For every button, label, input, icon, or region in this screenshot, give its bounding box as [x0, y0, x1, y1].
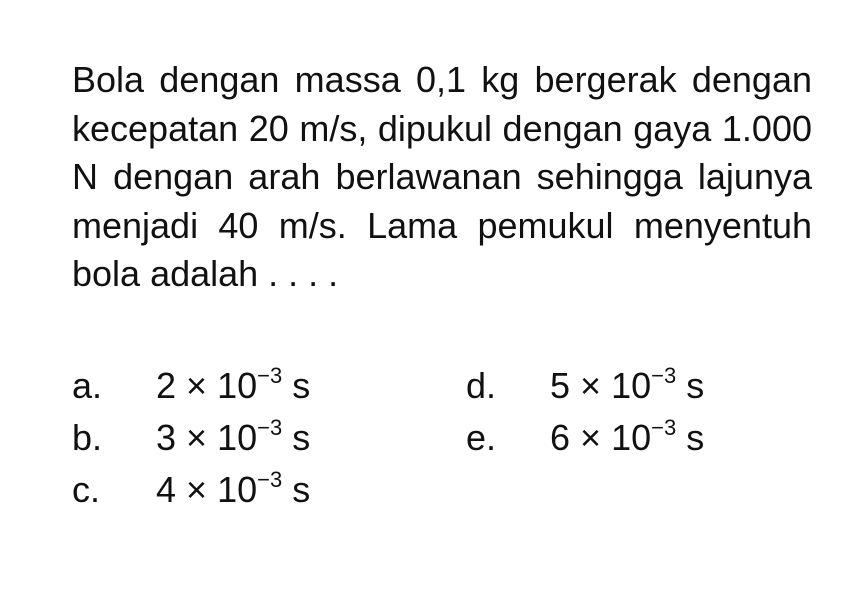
option-exponent: −3 — [257, 415, 283, 440]
times-symbol: × — [580, 365, 602, 406]
option-base: 10 — [217, 417, 258, 458]
option-value — [156, 468, 310, 512]
option-mantissa: 4 — [156, 469, 177, 510]
option-mantissa: 6 — [550, 417, 571, 458]
times-symbol: × — [186, 417, 208, 458]
times-symbol: × — [186, 469, 208, 510]
option-letter: a. — [72, 365, 103, 406]
option-base: 10 — [611, 365, 652, 406]
question-text: Bola dengan massa 0,1 kg bergerak dengan kecepatan 20 m/s, dipukul dengan gaya 1.000 N dengan arah berlawanan sehingga lajunya menjadi 40 m/s. Lama pemukul menyentuh bola adalah . . . . — [72, 59, 812, 295]
option-base: 10 — [217, 469, 258, 510]
option-exponent: −3 — [257, 363, 283, 388]
option-letter: c. — [72, 469, 101, 510]
option-base: 10 — [217, 365, 258, 406]
option-unit: s — [292, 365, 311, 406]
option-value — [550, 364, 704, 408]
option-exponent: −3 — [651, 415, 677, 440]
option-mantissa: 2 — [156, 365, 177, 406]
option-unit: s — [686, 417, 705, 458]
option-base: 10 — [611, 417, 652, 458]
option-unit: s — [292, 417, 311, 458]
option-mantissa: 3 — [156, 417, 177, 458]
option-unit: s — [292, 469, 311, 510]
option-exponent: −3 — [651, 363, 677, 388]
option-letter: e. — [466, 417, 497, 458]
option-value — [156, 364, 310, 408]
option-mantissa: 5 — [550, 365, 571, 406]
times-symbol: × — [580, 417, 602, 458]
option-exponent: −3 — [257, 467, 283, 492]
option-value — [156, 416, 310, 460]
option-letter: b. — [72, 417, 103, 458]
option-unit: s — [686, 365, 705, 406]
option-letter: d. — [466, 365, 497, 406]
times-symbol: × — [186, 365, 208, 406]
option-value — [550, 416, 704, 460]
